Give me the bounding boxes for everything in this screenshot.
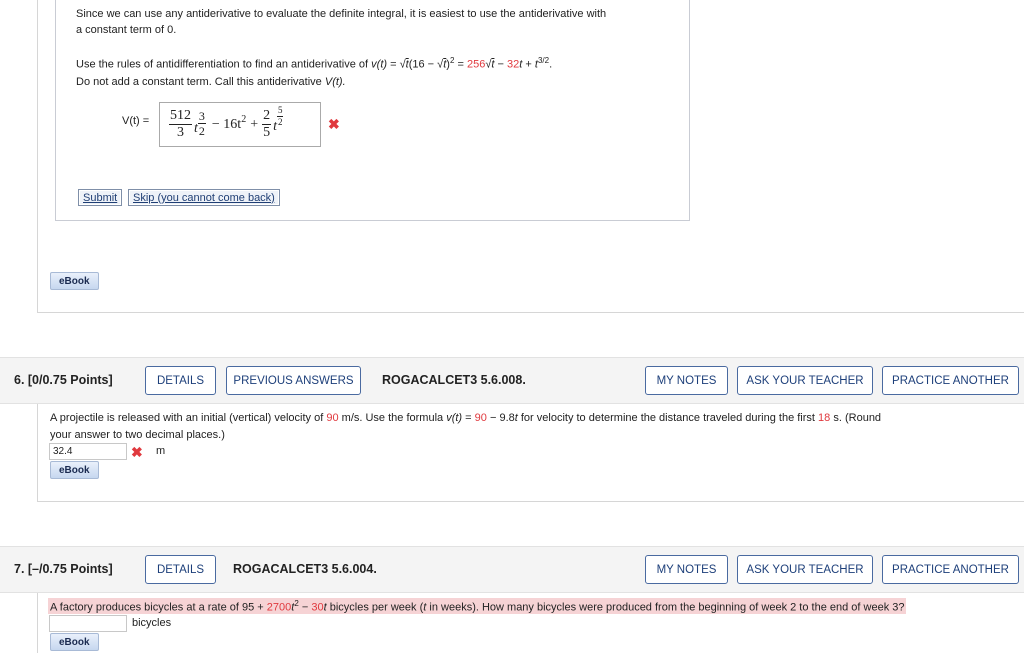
text-part: for velocity to determine the distance traveled during the first <box>520 412 815 424</box>
text-part: A factory produces bicycles at a rate of <box>50 601 239 614</box>
period: . <box>549 58 553 71</box>
bicycles-answer-field[interactable] <box>49 615 127 632</box>
sq-exp: 2 <box>449 56 455 65</box>
sq-exp: 2 <box>294 599 299 608</box>
minus: − <box>301 601 309 614</box>
instruction-line <box>76 76 346 88</box>
text-part: bicycles per week ( <box>329 601 424 614</box>
coef-2700: 2700 <box>266 601 292 614</box>
coef-32: 32 <box>507 58 520 71</box>
denominator: 2 <box>198 124 205 138</box>
rules-line <box>76 56 552 71</box>
question-code: ROGACALCET3 5.6.004. <box>233 562 377 576</box>
question-7-text <box>48 598 906 614</box>
const-term: 95 + <box>242 601 264 614</box>
expr-close: ) <box>446 58 450 71</box>
minus: − <box>497 58 504 71</box>
t-var: t <box>519 58 523 71</box>
t-var: t <box>273 118 277 134</box>
question-6-text <box>50 412 881 424</box>
t-var: t <box>291 601 295 614</box>
ebook-button[interactable]: eBook <box>50 461 99 479</box>
fraction-2-5 <box>262 109 271 140</box>
text-part: A projectile is released with an initial (vertical) velocity of <box>50 412 324 424</box>
eq-sign: = <box>390 58 397 71</box>
radicand: t <box>491 58 495 71</box>
plus: + <box>525 58 532 71</box>
t-var: t <box>423 601 427 614</box>
call-name: V(t). <box>324 76 346 88</box>
incorrect-icon: ✖ <box>131 444 143 460</box>
unit-label: m <box>156 445 166 457</box>
initial-velocity: 90 <box>326 412 339 424</box>
text-part: − 9.8 <box>489 412 515 424</box>
sqrt-t-1: √t <box>399 58 409 71</box>
ebook-button[interactable]: eBook <box>50 272 99 290</box>
question-6-header <box>0 357 1024 404</box>
numerator: 3 <box>198 109 205 123</box>
eq-sign-2: = <box>457 58 464 71</box>
submit-button[interactable]: Submit <box>78 189 122 206</box>
eq-sign: = <box>465 412 472 424</box>
question-code: ROGACALCET3 5.6.008. <box>382 373 526 387</box>
unit-label: bicycles <box>132 617 172 629</box>
ask-teacher-button[interactable]: ASK YOUR TEACHER <box>737 555 873 584</box>
sqrt-t-2: √t <box>437 58 447 71</box>
numerator: 2 <box>263 108 271 123</box>
my-notes-button[interactable]: MY NOTES <box>645 366 728 395</box>
answer-label: V(t) = <box>122 115 150 127</box>
t-var: t <box>194 120 198 136</box>
denominator: 2 <box>277 117 283 127</box>
ebook-button[interactable]: eBook <box>50 633 99 651</box>
practice-another-button[interactable]: PRACTICE ANOTHER <box>882 555 1019 584</box>
middle-term: − 16t <box>211 116 242 132</box>
question-6-title: 6. [0/0.75 Points] <box>14 373 113 387</box>
question-6-text-line-2: your answer to two decimal places.) <box>50 429 225 441</box>
numerator: 5 <box>277 105 283 115</box>
denominator: 3 <box>177 125 184 140</box>
fn-name: v(t) <box>446 412 463 424</box>
expr-mid: (16 − <box>408 58 435 71</box>
exponent-3-2 <box>198 110 206 137</box>
coef-30: 30 <box>311 601 324 614</box>
t-var: t <box>323 601 327 614</box>
t-var: t <box>534 58 538 71</box>
text-part: m/s. Use the formula <box>341 412 444 424</box>
previous-answers-button[interactable]: PREVIOUS ANSWERS <box>226 366 361 395</box>
exp-3-2: 3/2 <box>537 56 550 65</box>
fn-name: v(t) <box>371 58 388 71</box>
radicand: t <box>405 58 409 71</box>
incorrect-icon: ✖ <box>328 116 340 132</box>
intro-line-1: Since we can use any antiderivative to evaluate the definite integral, it is easiest to use the antiderivative with <box>76 8 607 20</box>
radicand: t <box>443 58 447 71</box>
exponent-5-2 <box>277 106 284 127</box>
initial-velocity: 90 <box>474 412 487 424</box>
text-part: in weeks). How many bicycles were produced from the beginning of week 2 to the end of week 3? <box>429 601 905 614</box>
seconds: 18 <box>818 412 831 424</box>
skip-button[interactable]: Skip (you cannot come back) <box>128 189 280 206</box>
my-notes-button[interactable]: MY NOTES <box>645 555 728 584</box>
plus: + <box>250 116 259 132</box>
t-var: t <box>514 412 518 424</box>
distance-answer-field[interactable]: 32.4 <box>49 443 127 460</box>
details-button[interactable]: DETAILS <box>145 555 216 584</box>
rules-prefix: Use the rules of antidifferentiation to find an antiderivative of <box>76 58 369 71</box>
instruction-text: Do not add a constant term. Call this antiderivative <box>76 76 322 88</box>
intro-line-2: a constant term of 0. <box>76 24 177 36</box>
text-part: s. (Round <box>833 412 882 424</box>
coef-256: 256 <box>466 58 486 71</box>
details-button[interactable]: DETAILS <box>145 366 216 395</box>
ask-teacher-button[interactable]: ASK YOUR TEACHER <box>737 366 873 395</box>
question-7-title: 7. [–/0.75 Points] <box>14 562 113 576</box>
fraction-512-3 <box>169 109 192 140</box>
antiderivative-answer-field[interactable] <box>159 102 321 147</box>
practice-another-button[interactable]: PRACTICE ANOTHER <box>882 366 1019 395</box>
answer-expression <box>169 105 283 140</box>
numerator: 512 <box>170 108 191 123</box>
question-7-header <box>0 546 1024 593</box>
sqrt-t-3: √t <box>485 58 495 71</box>
middle-exp: 2 <box>241 114 247 125</box>
denominator: 5 <box>263 125 271 140</box>
